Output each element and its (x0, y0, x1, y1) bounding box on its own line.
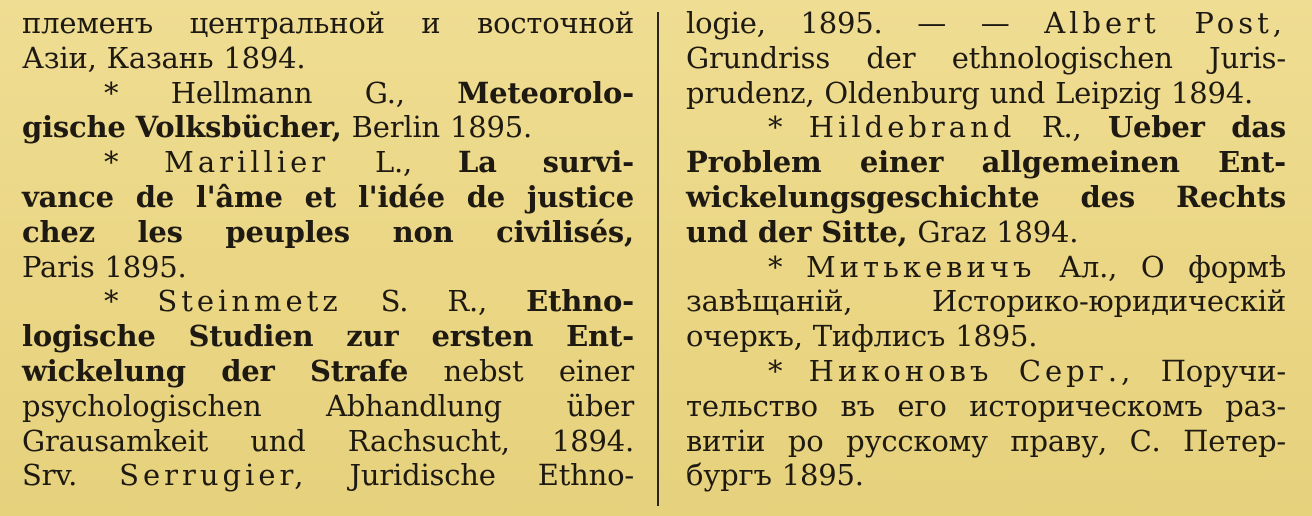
word: wickelungsgeschichte (686, 179, 1040, 214)
word: 1895. (800, 6, 883, 40)
word: его (897, 388, 947, 423)
word: Grundriss (686, 40, 831, 75)
column-divider (657, 12, 659, 506)
word: формѣ (1188, 249, 1286, 284)
text-line (686, 319, 1286, 354)
right-column (686, 6, 1286, 493)
word: Abhandlung (326, 388, 502, 423)
word: Ethno- (526, 284, 634, 319)
text-line (22, 6, 634, 41)
word: 1894. (551, 423, 634, 458)
word: R., (1041, 110, 1082, 145)
word: l'âme (195, 179, 283, 214)
word: Тифлисъ (812, 319, 946, 354)
word: de (466, 179, 506, 214)
word: Hellmann (170, 75, 313, 110)
word: — (980, 6, 1010, 40)
word: въ (840, 388, 875, 423)
text-line (22, 424, 634, 459)
word: и (421, 6, 441, 40)
word: племенъ (22, 6, 154, 40)
word: Ent- (566, 319, 634, 354)
word: 1894. (996, 214, 1079, 249)
word: ersten (431, 319, 534, 354)
word: Post, (1194, 6, 1286, 40)
text-line (686, 180, 1286, 215)
word: Rachsucht, (347, 423, 510, 458)
word: das (1231, 110, 1286, 145)
text-line (686, 284, 1286, 319)
word: Strafe (310, 353, 409, 388)
text-line (22, 41, 634, 76)
text-line (22, 250, 634, 285)
word: der (866, 40, 916, 75)
text-line (686, 76, 1286, 111)
word: Ал., (1059, 249, 1118, 284)
text-line (686, 41, 1286, 76)
word: 1895. (955, 319, 1038, 354)
word: und (989, 75, 1046, 110)
word: S. (380, 284, 409, 319)
word: Leipzig (1055, 75, 1162, 110)
text-line (22, 458, 634, 493)
text-line (22, 389, 634, 424)
word: Marillier (164, 145, 330, 180)
word: peuples (225, 214, 350, 249)
word: * (104, 284, 119, 319)
word: und (686, 214, 748, 249)
word: русскому (846, 423, 988, 458)
word: восточной (476, 6, 634, 40)
word: zur (346, 319, 399, 354)
word: der (757, 214, 812, 249)
word: Азіи, (22, 40, 97, 75)
word: non (392, 214, 454, 249)
word: тельство (686, 388, 818, 423)
word: et (304, 179, 337, 214)
word: Hildebrand (808, 110, 1016, 145)
word: La (457, 145, 497, 180)
text-line (686, 250, 1286, 285)
text-line (686, 215, 1286, 250)
word: des (1080, 179, 1135, 214)
word: logische (22, 319, 156, 354)
word: l'idée (357, 179, 445, 214)
word: центральной (189, 6, 385, 40)
word: Problem (686, 145, 822, 180)
word: * (768, 353, 783, 388)
word: Sitte, (821, 214, 908, 249)
word: allgemeinen (981, 145, 1180, 180)
word: Graz (917, 214, 987, 249)
word: 1895. (781, 458, 864, 493)
text-line (686, 458, 1286, 493)
word: * (768, 249, 783, 284)
word: 1895. (104, 249, 187, 284)
word: Srv. (22, 458, 78, 493)
word: Никоновъ (808, 353, 993, 388)
word: Albert (1044, 6, 1160, 40)
word: * (104, 145, 119, 180)
word: justice (526, 179, 634, 214)
text-line (22, 284, 634, 319)
word: ethnologischen (951, 40, 1173, 75)
word: ро (787, 423, 824, 458)
word: civilisés, (496, 214, 634, 249)
word: les (137, 214, 183, 249)
word: Studien (188, 319, 314, 354)
word: 1894. (1171, 75, 1254, 110)
left-column (22, 6, 634, 493)
word: — (917, 6, 947, 40)
word: survi- (542, 145, 634, 180)
word: Митькевичъ (806, 249, 1036, 284)
word: Ethno- (537, 458, 634, 493)
text-line (686, 354, 1286, 389)
word: 1895. (450, 110, 533, 145)
word: Поручи- (1160, 353, 1286, 388)
word: R., (447, 284, 488, 319)
word: очеркъ, (686, 319, 803, 354)
word: Volksbücher, (135, 110, 342, 145)
word: gische (22, 110, 126, 145)
text-line (22, 110, 634, 145)
text-line (22, 76, 634, 111)
text-line (22, 215, 634, 250)
word: Serrugier, (119, 458, 308, 493)
word: 1894. (223, 40, 306, 75)
word: праву, (1010, 423, 1107, 458)
word: раз- (1225, 388, 1286, 423)
word: Juris- (1209, 40, 1286, 75)
word: Juridische (349, 458, 496, 493)
word: G., (364, 75, 405, 110)
word: С. (1129, 423, 1161, 458)
word: Rechts (1176, 179, 1286, 214)
word: Историко-юридическій (932, 284, 1286, 319)
word: Oldenburg (824, 75, 980, 110)
word: О (1140, 249, 1165, 284)
text-line (22, 354, 634, 389)
word: nebst (443, 353, 524, 388)
word: psychologischen (22, 388, 262, 423)
word: Berlin (351, 110, 441, 145)
word: prudenz, (686, 75, 815, 110)
text-line (686, 6, 1286, 41)
word: logie, (686, 6, 766, 40)
word: Серг., (1018, 353, 1135, 388)
word: * (104, 75, 119, 110)
text-line (686, 424, 1286, 459)
text-line (686, 110, 1286, 145)
word: chez (22, 214, 95, 249)
word: L., (374, 145, 413, 180)
word: Grausamkeit (22, 423, 209, 458)
word: über (566, 388, 634, 423)
text-line (22, 145, 634, 180)
word: * (768, 110, 783, 145)
text-line (22, 180, 634, 215)
text-line (686, 389, 1286, 424)
word: витіи (686, 423, 766, 458)
word: Meteorolo- (457, 75, 634, 110)
word: und (250, 423, 306, 458)
word: wickelung (22, 353, 186, 388)
word: Ent- (1218, 145, 1286, 180)
word: einer (859, 145, 944, 180)
word: историческомъ (969, 388, 1203, 423)
word: Paris (22, 249, 95, 284)
word: der (221, 353, 275, 388)
word: завѣщаній, (686, 284, 853, 319)
word: de (135, 179, 175, 214)
word: Steinmetz (157, 284, 342, 319)
word: бургъ (686, 458, 772, 493)
word: einer (558, 353, 634, 388)
text-line (686, 145, 1286, 180)
word: Петер- (1183, 423, 1286, 458)
word: vance (22, 179, 114, 214)
text-line (22, 319, 634, 354)
word: Ueber (1107, 110, 1205, 145)
word: Казань (106, 40, 214, 75)
